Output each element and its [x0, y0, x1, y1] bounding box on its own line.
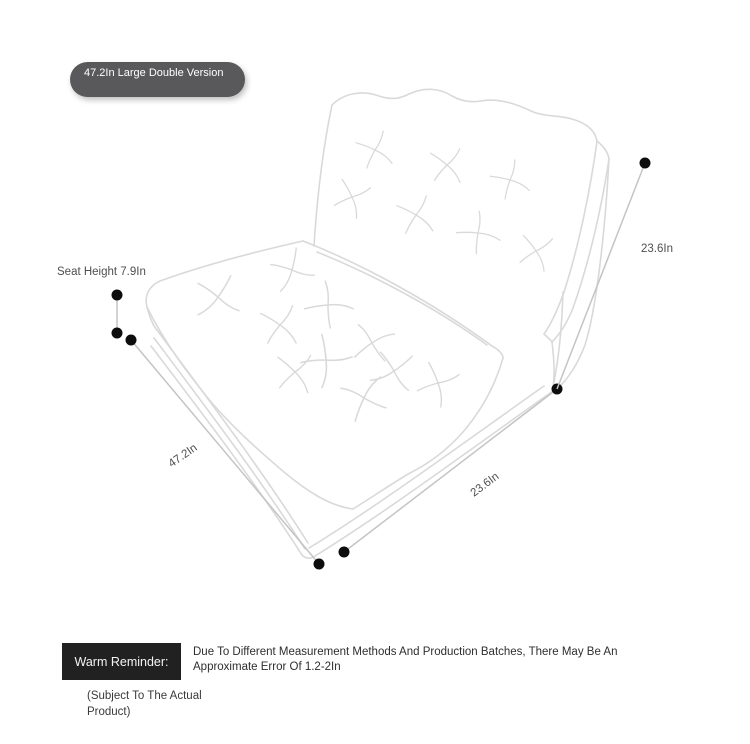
seat-height-label: Seat Height 7.9In [57, 266, 146, 278]
dimension-line-width [126, 335, 325, 570]
base-right-edge-2 [309, 386, 544, 548]
depth-label: 23.6In [468, 470, 502, 500]
base-right-edge-1 [315, 391, 553, 556]
dimension-dot [640, 158, 651, 169]
dimension-dot [339, 547, 350, 558]
dimension-dot [314, 559, 325, 570]
dimension-dot [112, 290, 123, 301]
warm-reminder-text: Due To Different Measurement Methods And Production Batches, There May Be An Approximate Error Of 1.2-2In [193, 646, 618, 673]
width-label: 47.2In [166, 441, 200, 471]
dimension-line-seat-height [112, 290, 123, 339]
cushion-back-edge [146, 241, 303, 307]
cushion-back-roll [317, 252, 487, 345]
backrest-side-panel [552, 141, 609, 342]
warm-reminder-note: (Subject To The Actual Product) [87, 690, 202, 718]
cushion-left-drop [147, 307, 157, 330]
backrest-top-edge [332, 89, 597, 141]
warm-reminder-title: Warm Reminder: [62, 643, 181, 680]
sofa-tufting-marks [193, 131, 561, 421]
sofa-line-drawing [146, 89, 609, 558]
dimension-annotations [112, 158, 651, 570]
backrest-outline [314, 105, 332, 246]
dimension-dot [126, 335, 137, 346]
dimension-line-depth [339, 384, 563, 558]
base-left-edge-2 [154, 338, 305, 549]
back-height-label: 23.6In [641, 243, 673, 255]
size-badge: 47.2In Large Double Version [70, 62, 245, 97]
backrest-side-bottom [544, 334, 552, 342]
dimension-dot [112, 328, 123, 339]
base-left-edge-3 [151, 346, 302, 555]
